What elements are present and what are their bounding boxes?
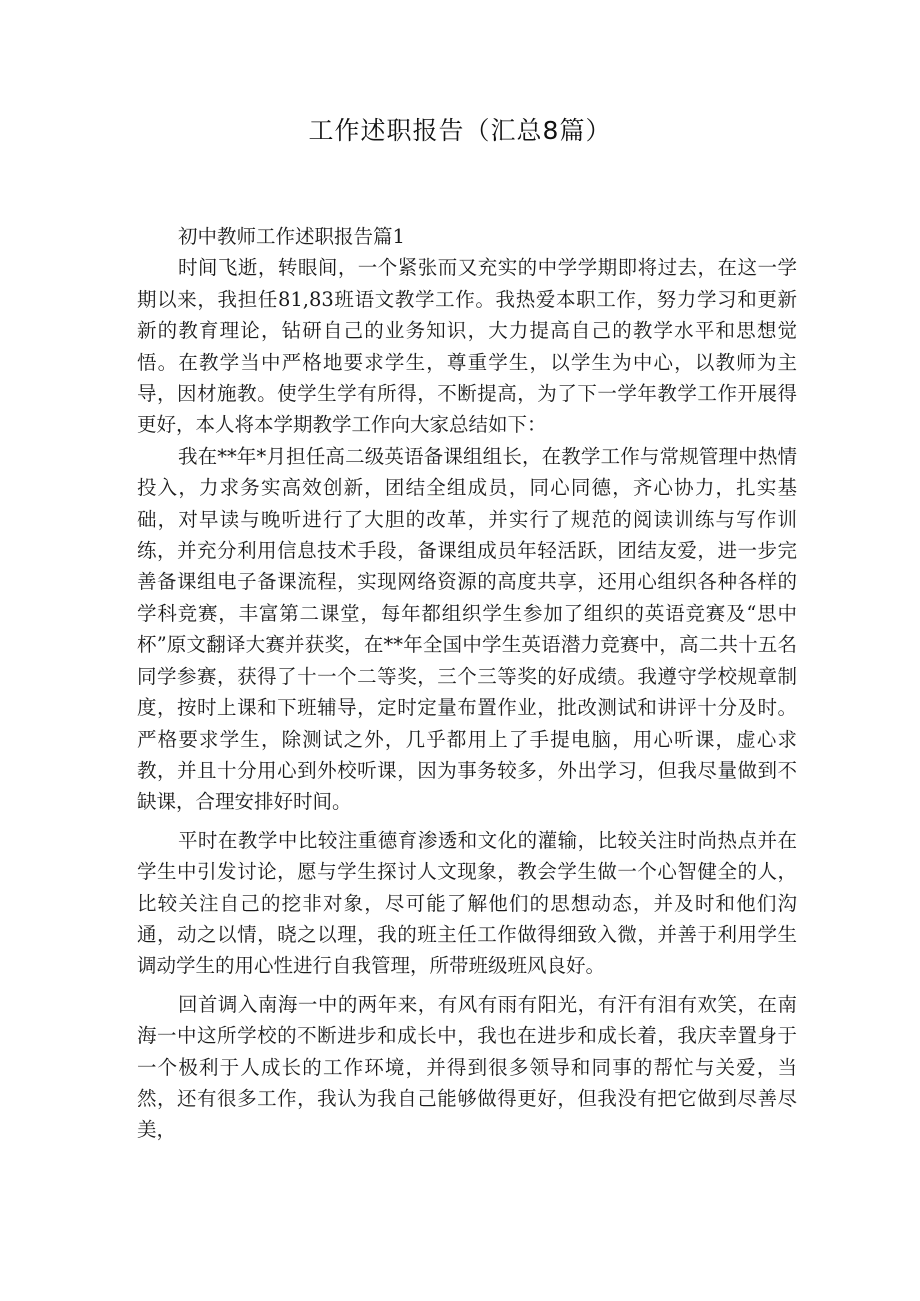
paragraph-3: 平时在教学中比较注重德育渗透和文化的灌输，比较关注时尚热点并在学生中引发讨论，愿与学生探讨人文现象，教会学生做一个心智健全的人，比较关注自己的挖非对象，尽可能了解他们的思想动态，并及时和他们沟通，动之以情，晓之以理，我的班主任工作做得细致入微，并善于利用学生调动学生的用心性进行自我管理，所带班级班风良好。 (137, 828, 797, 978)
paragraph-1: 时间飞逝，转眼间，一个紧张而又充实的中学学期即将过去，在这一学期以来，我担任81,83班语文教学工作。我热爱本职工作，努力学习和更新新的教育理论，钻研自己的业务知识，大力提高自己的教学水平和思想觉悟。在教学当中严格地要求学生，尊重学生，以学生为中心，以教师为主导，因材施教。使学生学有所得，不断提高，为了下一学年教学工作开展得更好，本人将本学期教学工作向大家总结如下： (137, 256, 797, 437)
section-heading: 初中教师工作述职报告篇1 (177, 225, 405, 248)
document-body (137, 221, 797, 1146)
document-title: 工作述职报告（汇总8篇） (308, 116, 612, 145)
paragraph-2: 我在**年*月担任高二级英语备课组组长，在教学工作与常规管理中热情投入，力求务实高效创新，团结全组成员，同心同德，齐心协力，扎实基础，对早读与晚听进行了大胆的改革，并实行了规范的阅读训练与写作训练，并充分利用信息技术手段，备课组成员年轻活跃，团结友爱，进一步完善备课组电子备课流程，实现网络资源的高度共享，还用心组织各种各样的学科竞赛，丰富第二课堂，每年都组织学生参加了组织的英语竞赛及“思中杯”原文翻译大赛并获奖，在**年全国中学生英语潜力竞赛中，高二共十五名同学参赛，获得了十一个二等奖，三个三等奖的好成绩。我遵守学校规章制度，按时上课和下班辅导，定时定量布置作业，批改测试和讲评十分及时。严格要求学生，除测试之外，几乎都用上了手提电脑，用心听课，虚心求教，并且十分用心到外校听课，因为事务较多，外出学习，但我尽量做到不缺课，合理安排好时间。 (137, 444, 797, 814)
paragraph-4: 回首调入南海一中的两年来，有风有雨有阳光，有汗有泪有欢笑，在南海一中这所学校的不断进步和成长中，我也在进步和成长着，我庆幸置身于一个极利于人成长的工作环境，并得到很多领导和同事的帮忙与关爱，当然，还有很多工作，我认为我自己能够做得更好，但我没有把它做到尽善尽美， (137, 992, 797, 1142)
